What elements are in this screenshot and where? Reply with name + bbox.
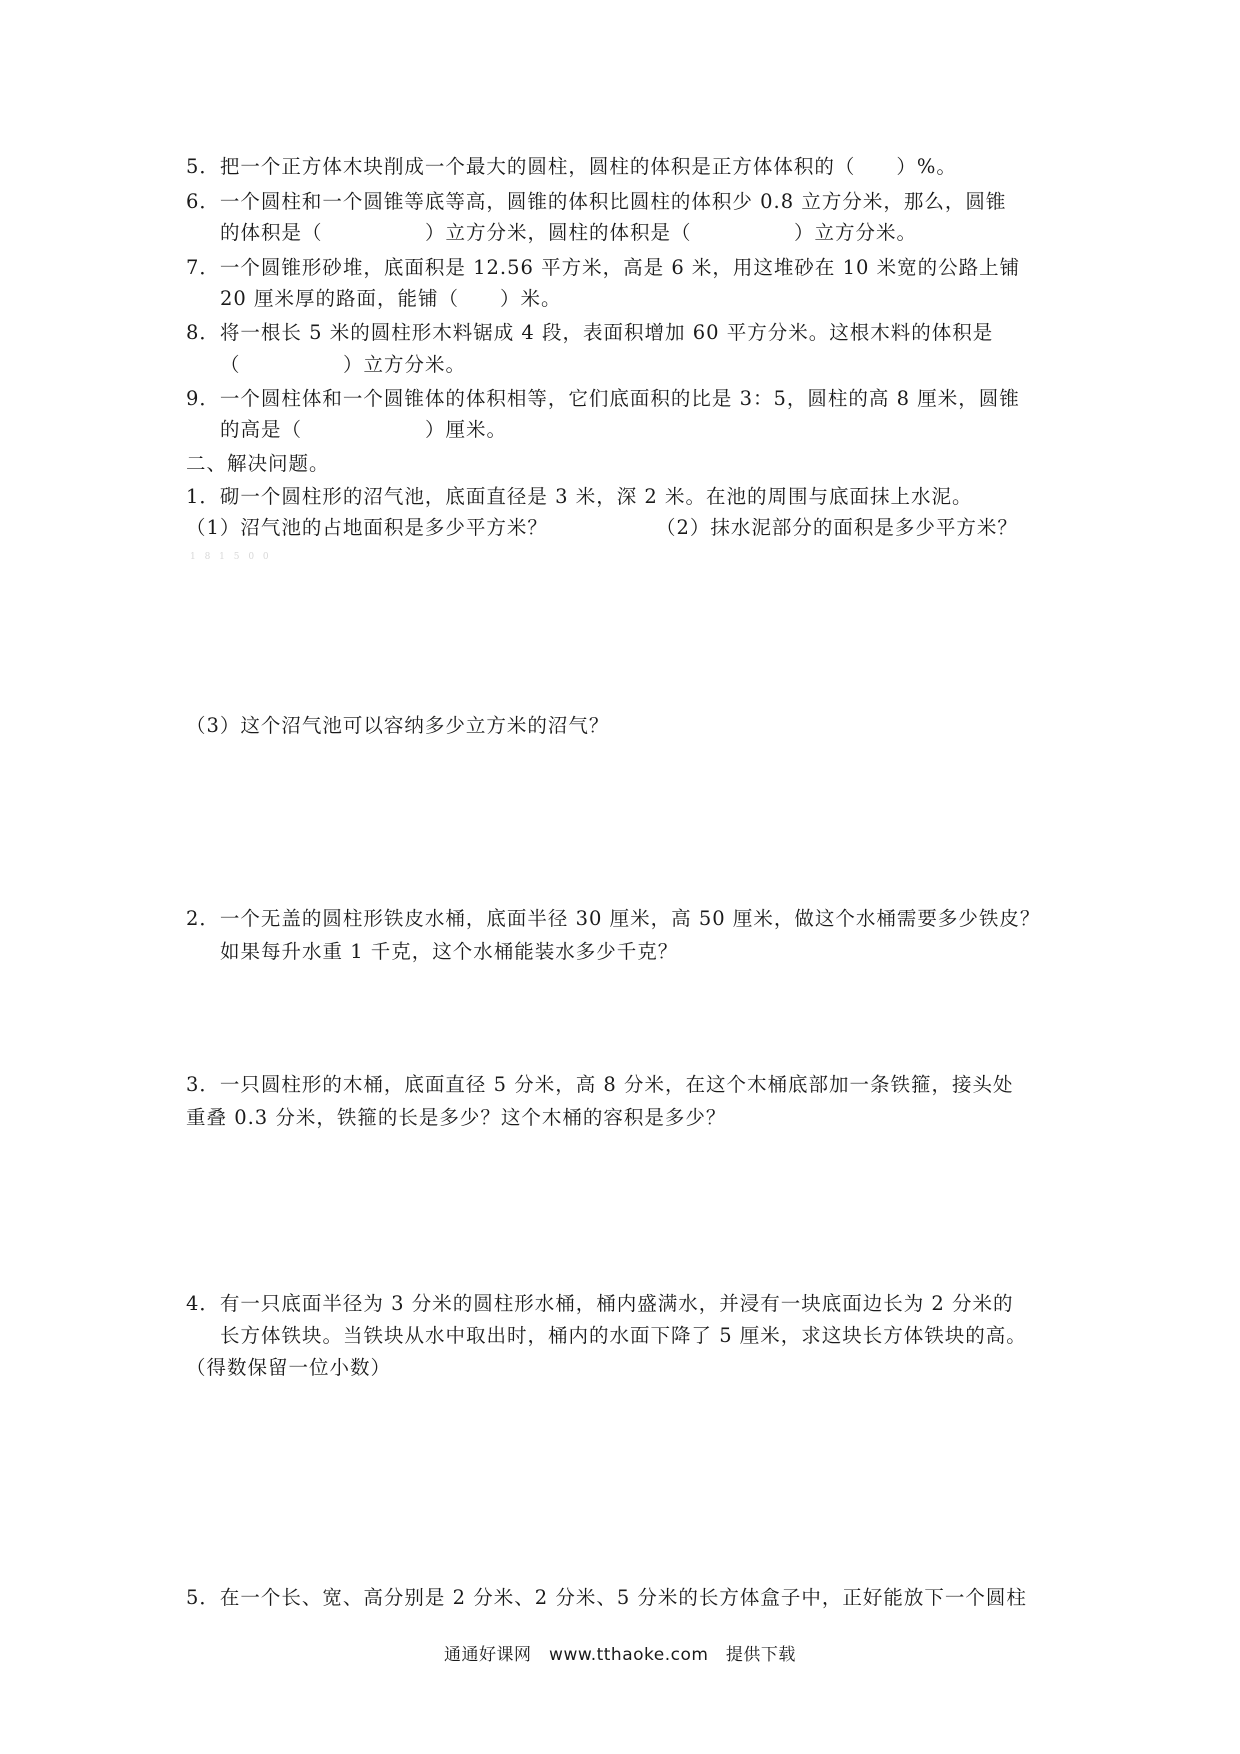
problem-2-line-2: 如果每升水重 1 千克，这个水桶能装水多少千克？: [220, 940, 679, 963]
problem-4-line-2: 长方体铁块。当铁块从水中取出时，桶内的水面下降了 5 厘米，求这块长方体铁块的高。: [220, 1324, 1027, 1347]
question-6-line-2: 的体积是（ ）立方分米，圆柱的体积是（ ）立方分米。: [220, 221, 918, 244]
question-9-line-1: 9．一个圆柱体和一个圆锥体的体积相等，它们底面积的比是 3：5，圆柱的高 8 厘米，圆锥: [186, 387, 1020, 410]
problem-1-line-1: 1．砌一个圆柱形的沼气池，底面直径是 3 米，深 2 米。在池的周围与底面抹上水泥。: [186, 485, 973, 508]
question-9-line-2: 的高是（ ）厘米。: [220, 418, 508, 441]
question-7-line-2: 20 厘米厚的路面，能铺（ ）米。: [220, 287, 562, 310]
section-heading: 二、解决问题。: [186, 452, 330, 475]
question-8-line-2: （ ）立方分米。: [220, 353, 467, 376]
problem-1-sub-3: （3）这个沼气池可以容纳多少立方米的沼气？: [186, 714, 610, 737]
problem-1-sub-2: （2）抹水泥部分的面积是多少平方米？: [656, 516, 1018, 539]
question-5-line-1: 5．把一个正方体木块削成一个最大的圆柱，圆柱的体积是正方体体积的（ ）%。: [186, 155, 957, 178]
problem-3-line-2: 重叠 0.3 分米，铁箍的长是多少？这个木桶的容积是多少？: [186, 1106, 727, 1129]
problem-2-line-1: 2．一个无盖的圆柱形铁皮水桶，底面半径 30 厘米，高 50 厘米，做这个水桶需要多少铁皮？: [186, 907, 1041, 930]
question-7-line-1: 7．一个圆锥形砂堆，底面积是 12.56 平方米，高是 6 米，用这堆砂在 10 米宽的公路上铺: [186, 256, 1021, 279]
problem-4-line-3: （得数保留一位小数）: [186, 1356, 392, 1379]
problem-1-sub-1: （1）沼气池的占地面积是多少平方米？: [186, 516, 548, 539]
footer-credit: 通通好课网 www.tthaoke.com 提供下载: [444, 1645, 796, 1665]
problem-3-line-1: 3．一只圆柱形的木桶，底面直径 5 分米，高 8 分米，在这个木桶底部加一条铁箍，接头处: [186, 1073, 1014, 1096]
problem-5-line-1: 5．在一个长、宽、高分别是 2 分米、2 分米、5 分米的长方体盒子中，正好能放下一个圆柱: [186, 1586, 1027, 1609]
question-6-line-1: 6．一个圆柱和一个圆锥等底等高，圆锥的体积比圆柱的体积少 0.8 立方分米，那么，圆锥: [186, 190, 1007, 213]
problem-4-line-1: 4．有一只底面半径为 3 分米的圆柱形水桶，桶内盛满水，并浸有一块底面边长为 2 分米的: [186, 1292, 1014, 1315]
faint-scan-mark: 1 8 1 5 0 0: [190, 552, 272, 562]
question-8-line-1: 8．将一根长 5 米的圆柱形木料锯成 4 段，表面积增加 60 平方分米。这根木料的体积是: [186, 321, 994, 344]
